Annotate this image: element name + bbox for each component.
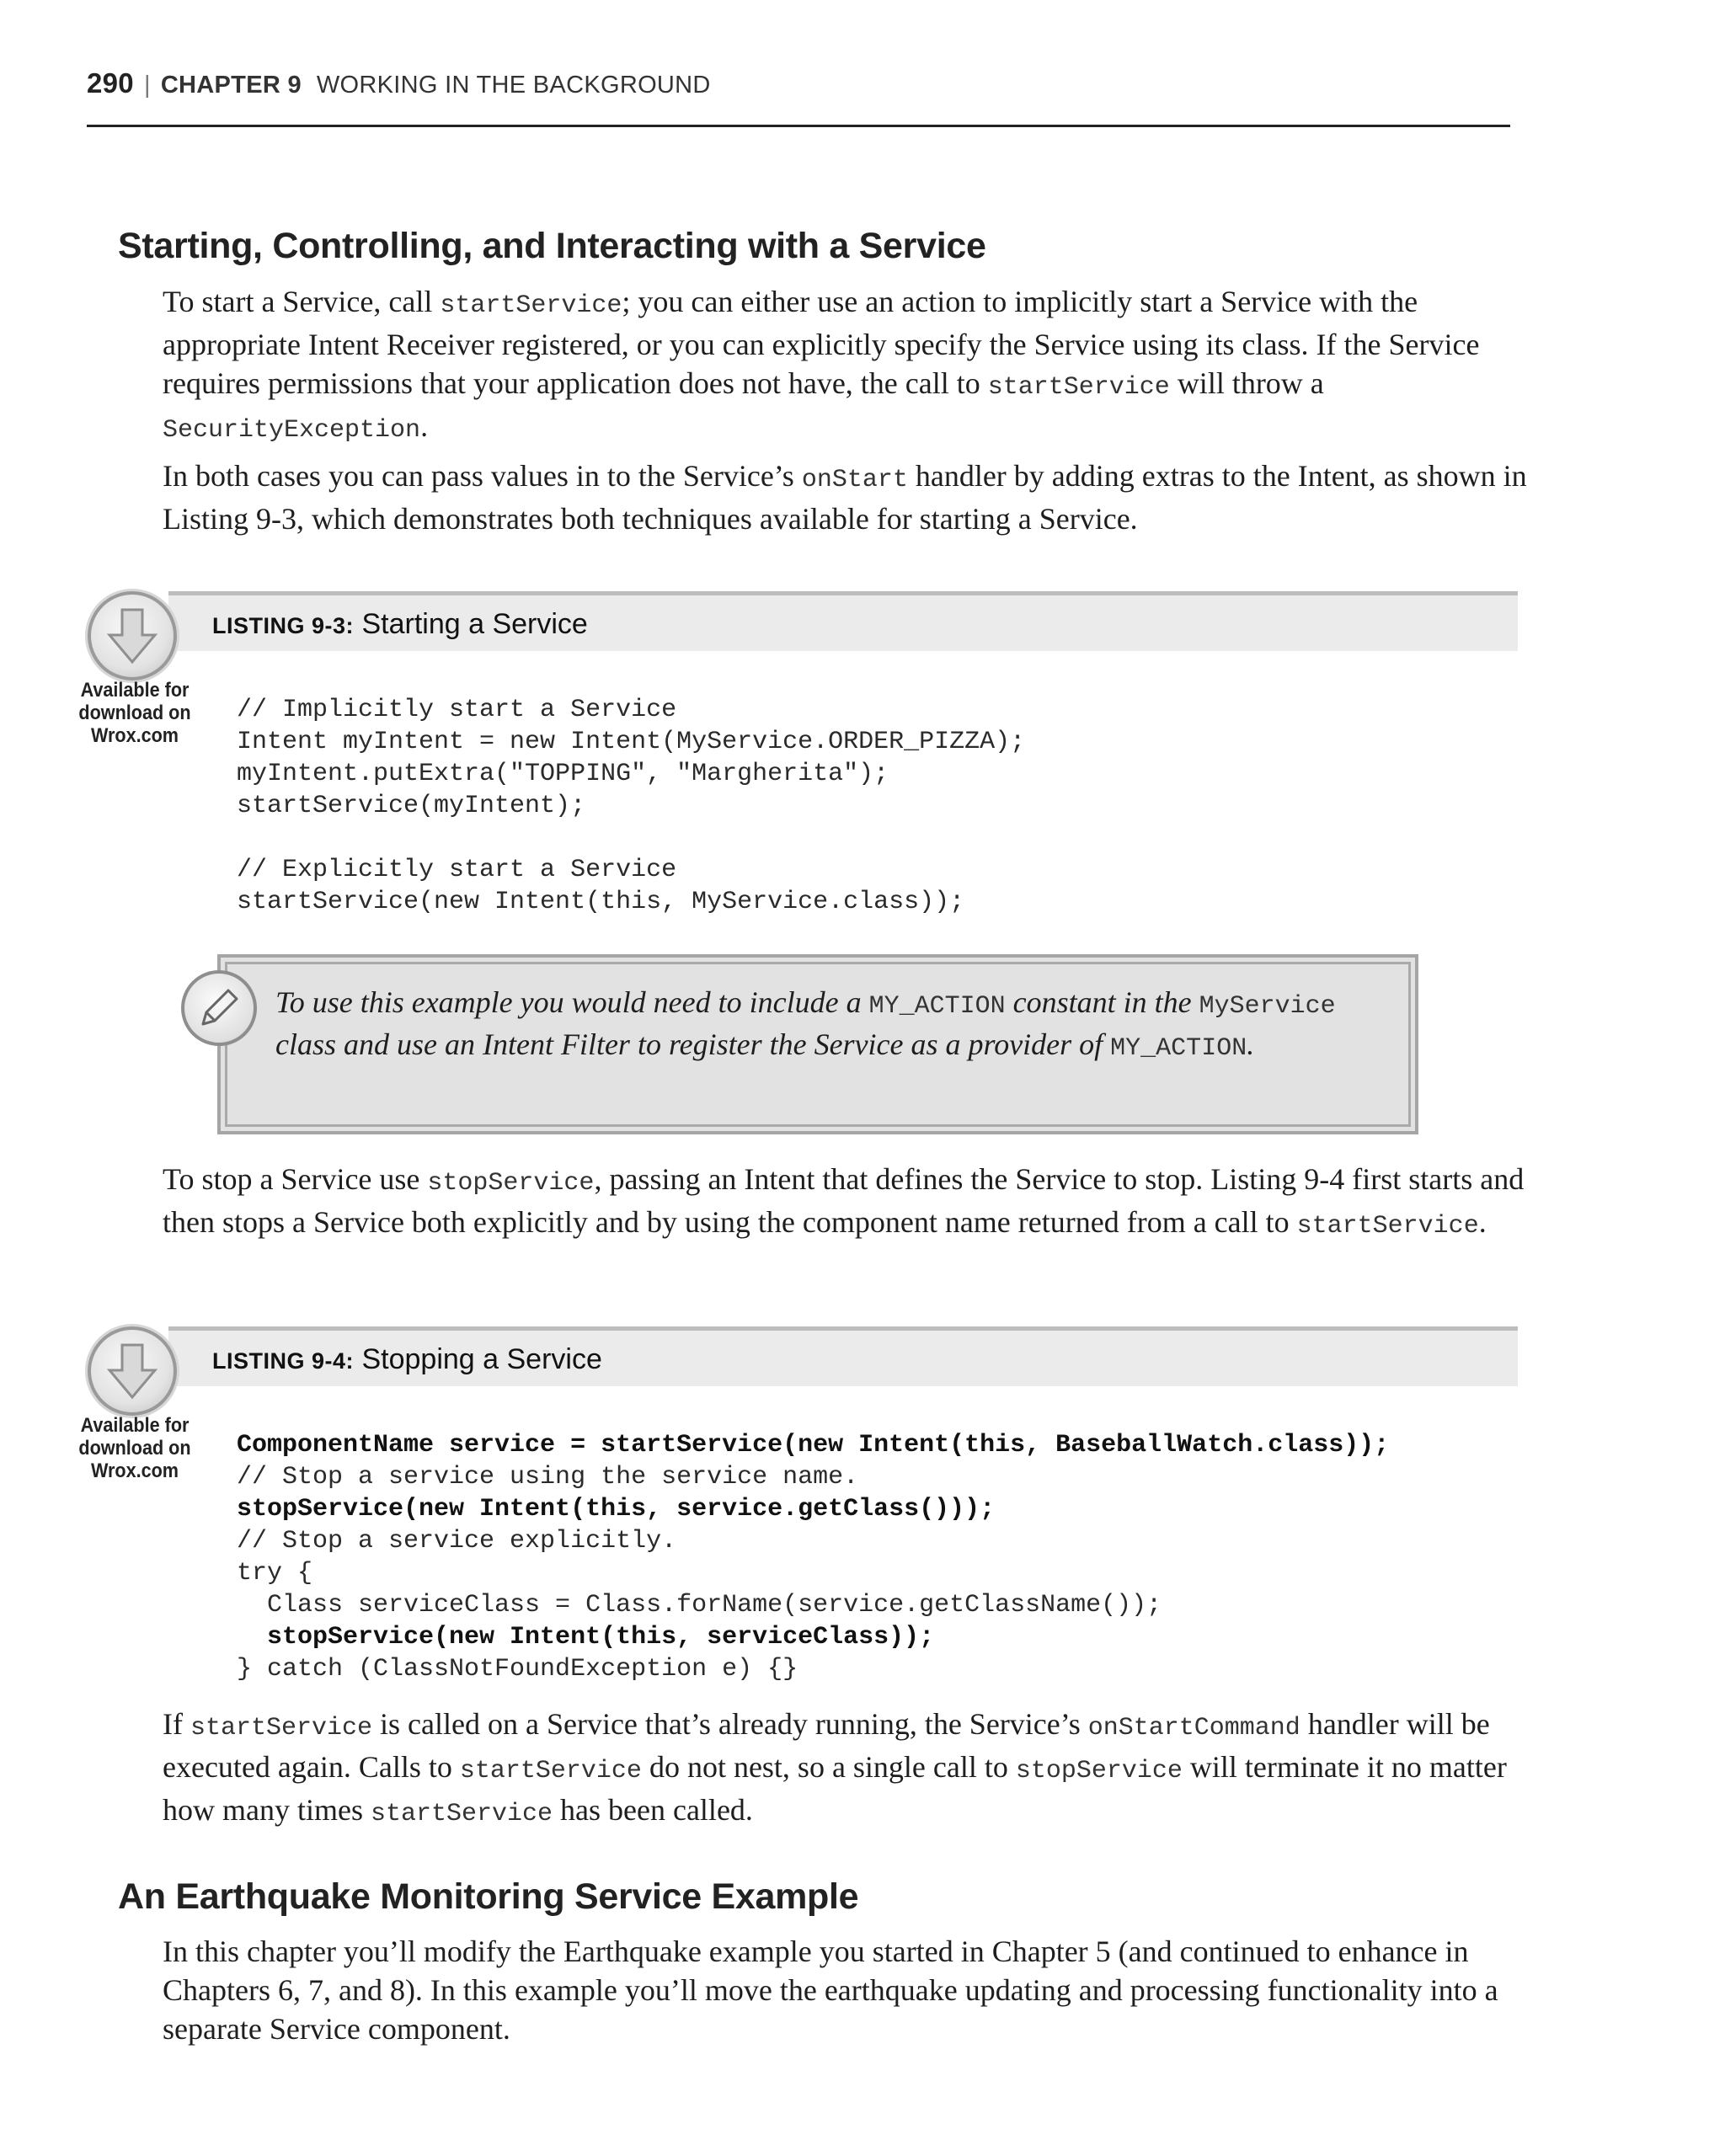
code-line: // Explicitly start a Service — [237, 856, 677, 884]
header-rule — [87, 125, 1510, 127]
code-line: try { — [237, 1559, 313, 1588]
code-span: startService — [987, 373, 1170, 402]
text-span: To use this example you would need to include a — [275, 985, 869, 1019]
code-line — [237, 822, 1025, 854]
code-span: stopService — [427, 1169, 595, 1198]
paragraph-start-service — [163, 282, 1527, 450]
code-span: stopService — [1015, 1757, 1183, 1785]
listing-9-4-header — [168, 1326, 1518, 1386]
download-badge-text[interactable]: Available for download on Wrox.com — [78, 1414, 191, 1482]
listing-number: LISTING 9-4: — [212, 1348, 355, 1374]
code-line: stopService(new Intent(this, serviceClass)); — [237, 1623, 935, 1652]
text-span: handler will be executed again. Calls to — [163, 1707, 1490, 1784]
header-separator: | — [143, 72, 151, 99]
code-span: MY_ACTION — [1110, 1034, 1247, 1063]
code-line: // Implicitly start a Service — [237, 696, 677, 724]
text-span: In both cases you can pass values in to the Service’s — [163, 459, 802, 493]
section-heading-earthquake-service: An Earthquake Monitoring Service Example — [118, 1876, 859, 1917]
paragraph-stop-service — [163, 1160, 1527, 1246]
code-line: startService(new Intent(this, MyService.class)); — [237, 888, 965, 916]
code-line: } catch (ClassNotFoundException e) {} — [237, 1655, 798, 1684]
text-span: do not nest, so a single call to — [641, 1750, 1016, 1784]
code-line: // Stop a service explicitly. — [237, 1527, 677, 1556]
listing-9-3-header — [168, 591, 1518, 651]
listing-title: Starting a Service — [361, 608, 588, 640]
text-span: has been called. — [553, 1793, 753, 1827]
listing-number: LISTING 9-3: — [212, 613, 355, 638]
listing-9-4-code — [237, 1429, 1389, 1685]
page-number: 290 — [87, 67, 134, 99]
text-span: To stop a Service use — [163, 1162, 428, 1196]
code-line: startService(myIntent); — [237, 792, 586, 820]
text-span: . — [420, 409, 429, 443]
code-span: MY_ACTION — [868, 992, 1006, 1021]
running-header — [87, 67, 711, 99]
text-span: . — [1247, 1027, 1255, 1061]
download-arrow-icon[interactable] — [88, 591, 177, 680]
text-span: . — [1478, 1205, 1487, 1239]
code-span: onStart — [801, 466, 908, 494]
download-arrow-icon[interactable] — [88, 1326, 177, 1416]
paragraph-already-running — [163, 1705, 1527, 1833]
pencil-icon — [181, 970, 257, 1046]
code-span: startService — [190, 1714, 373, 1742]
paragraph-earthquake-intro: In this chapter you’ll modify the Earthquake example you started in Chapter 5 (and continued to enhance in Chapters 6, 7, and 8). In this example you’ll move the earthquake updating and processing functionality into a separate Service component. — [163, 1935, 1498, 2046]
code-span: MyService — [1199, 992, 1336, 1021]
code-line: Class serviceClass = Class.forName(service.getClassName()); — [237, 1591, 1162, 1620]
text-span: constant in the — [1005, 985, 1199, 1019]
code-line: myIntent.putExtra("TOPPING", "Margherita"); — [237, 760, 889, 788]
download-badge-text[interactable]: Available for download on Wrox.com — [78, 679, 191, 747]
text-span: will throw a — [1169, 366, 1324, 400]
chapter-label: CHAPTER 9 — [160, 72, 302, 99]
code-line: stopService(new Intent(this, service.getClass())); — [237, 1495, 996, 1524]
text-span: If — [163, 1707, 190, 1741]
text-span: will terminate it no matter how many times — [163, 1750, 1507, 1827]
code-line: // Stop a service using the service name. — [237, 1463, 859, 1492]
code-span: onStartCommand — [1087, 1714, 1300, 1742]
code-span: SecurityException — [163, 416, 421, 445]
code-span: startService — [1296, 1212, 1479, 1241]
listing-title: Stopping a Service — [361, 1343, 602, 1375]
text-span: class and use an Intent Filter to register the Service as a provider of — [275, 1027, 1111, 1061]
listing-9-3-code — [237, 694, 1025, 918]
code-span: startService — [370, 1800, 553, 1828]
section-heading-starting-service: Starting, Controlling, and Interacting with a Service — [118, 226, 986, 266]
code-line: Intent myIntent = new Intent(MyService.ORDER_PIZZA); — [237, 728, 1026, 756]
text-span: , passing an Intent that defines the Service to stop. Listing 9-4 first starts and then stops a Service both explicitly and by using the component name returned from a call to — [163, 1162, 1525, 1239]
code-span: startService — [440, 291, 622, 320]
paragraph-passing-values — [163, 456, 1527, 538]
code-span: startService — [459, 1757, 642, 1785]
code-line: ComponentName service = startService(new Intent(this, BaseballWatch.class)); — [237, 1431, 1390, 1460]
chapter-title: WORKING IN THE BACKGROUND — [316, 72, 711, 99]
note-text — [275, 984, 1396, 1068]
text-span: handler by adding extras to the Intent, as shown in Listing 9-3, which demonstrates both techniques available for starting a Service. — [163, 459, 1527, 536]
text-span: ; you can either use an action to implicitly start a Service with the appropriate Intent Receiver registered, or you can explicitly specify the Service using its class. If the Service requires permissions that your application does not have, the call to — [163, 285, 1480, 400]
text-span: is called on a Service that’s already running, the Service’s — [372, 1707, 1088, 1741]
text-span: To start a Service, call — [163, 285, 441, 318]
